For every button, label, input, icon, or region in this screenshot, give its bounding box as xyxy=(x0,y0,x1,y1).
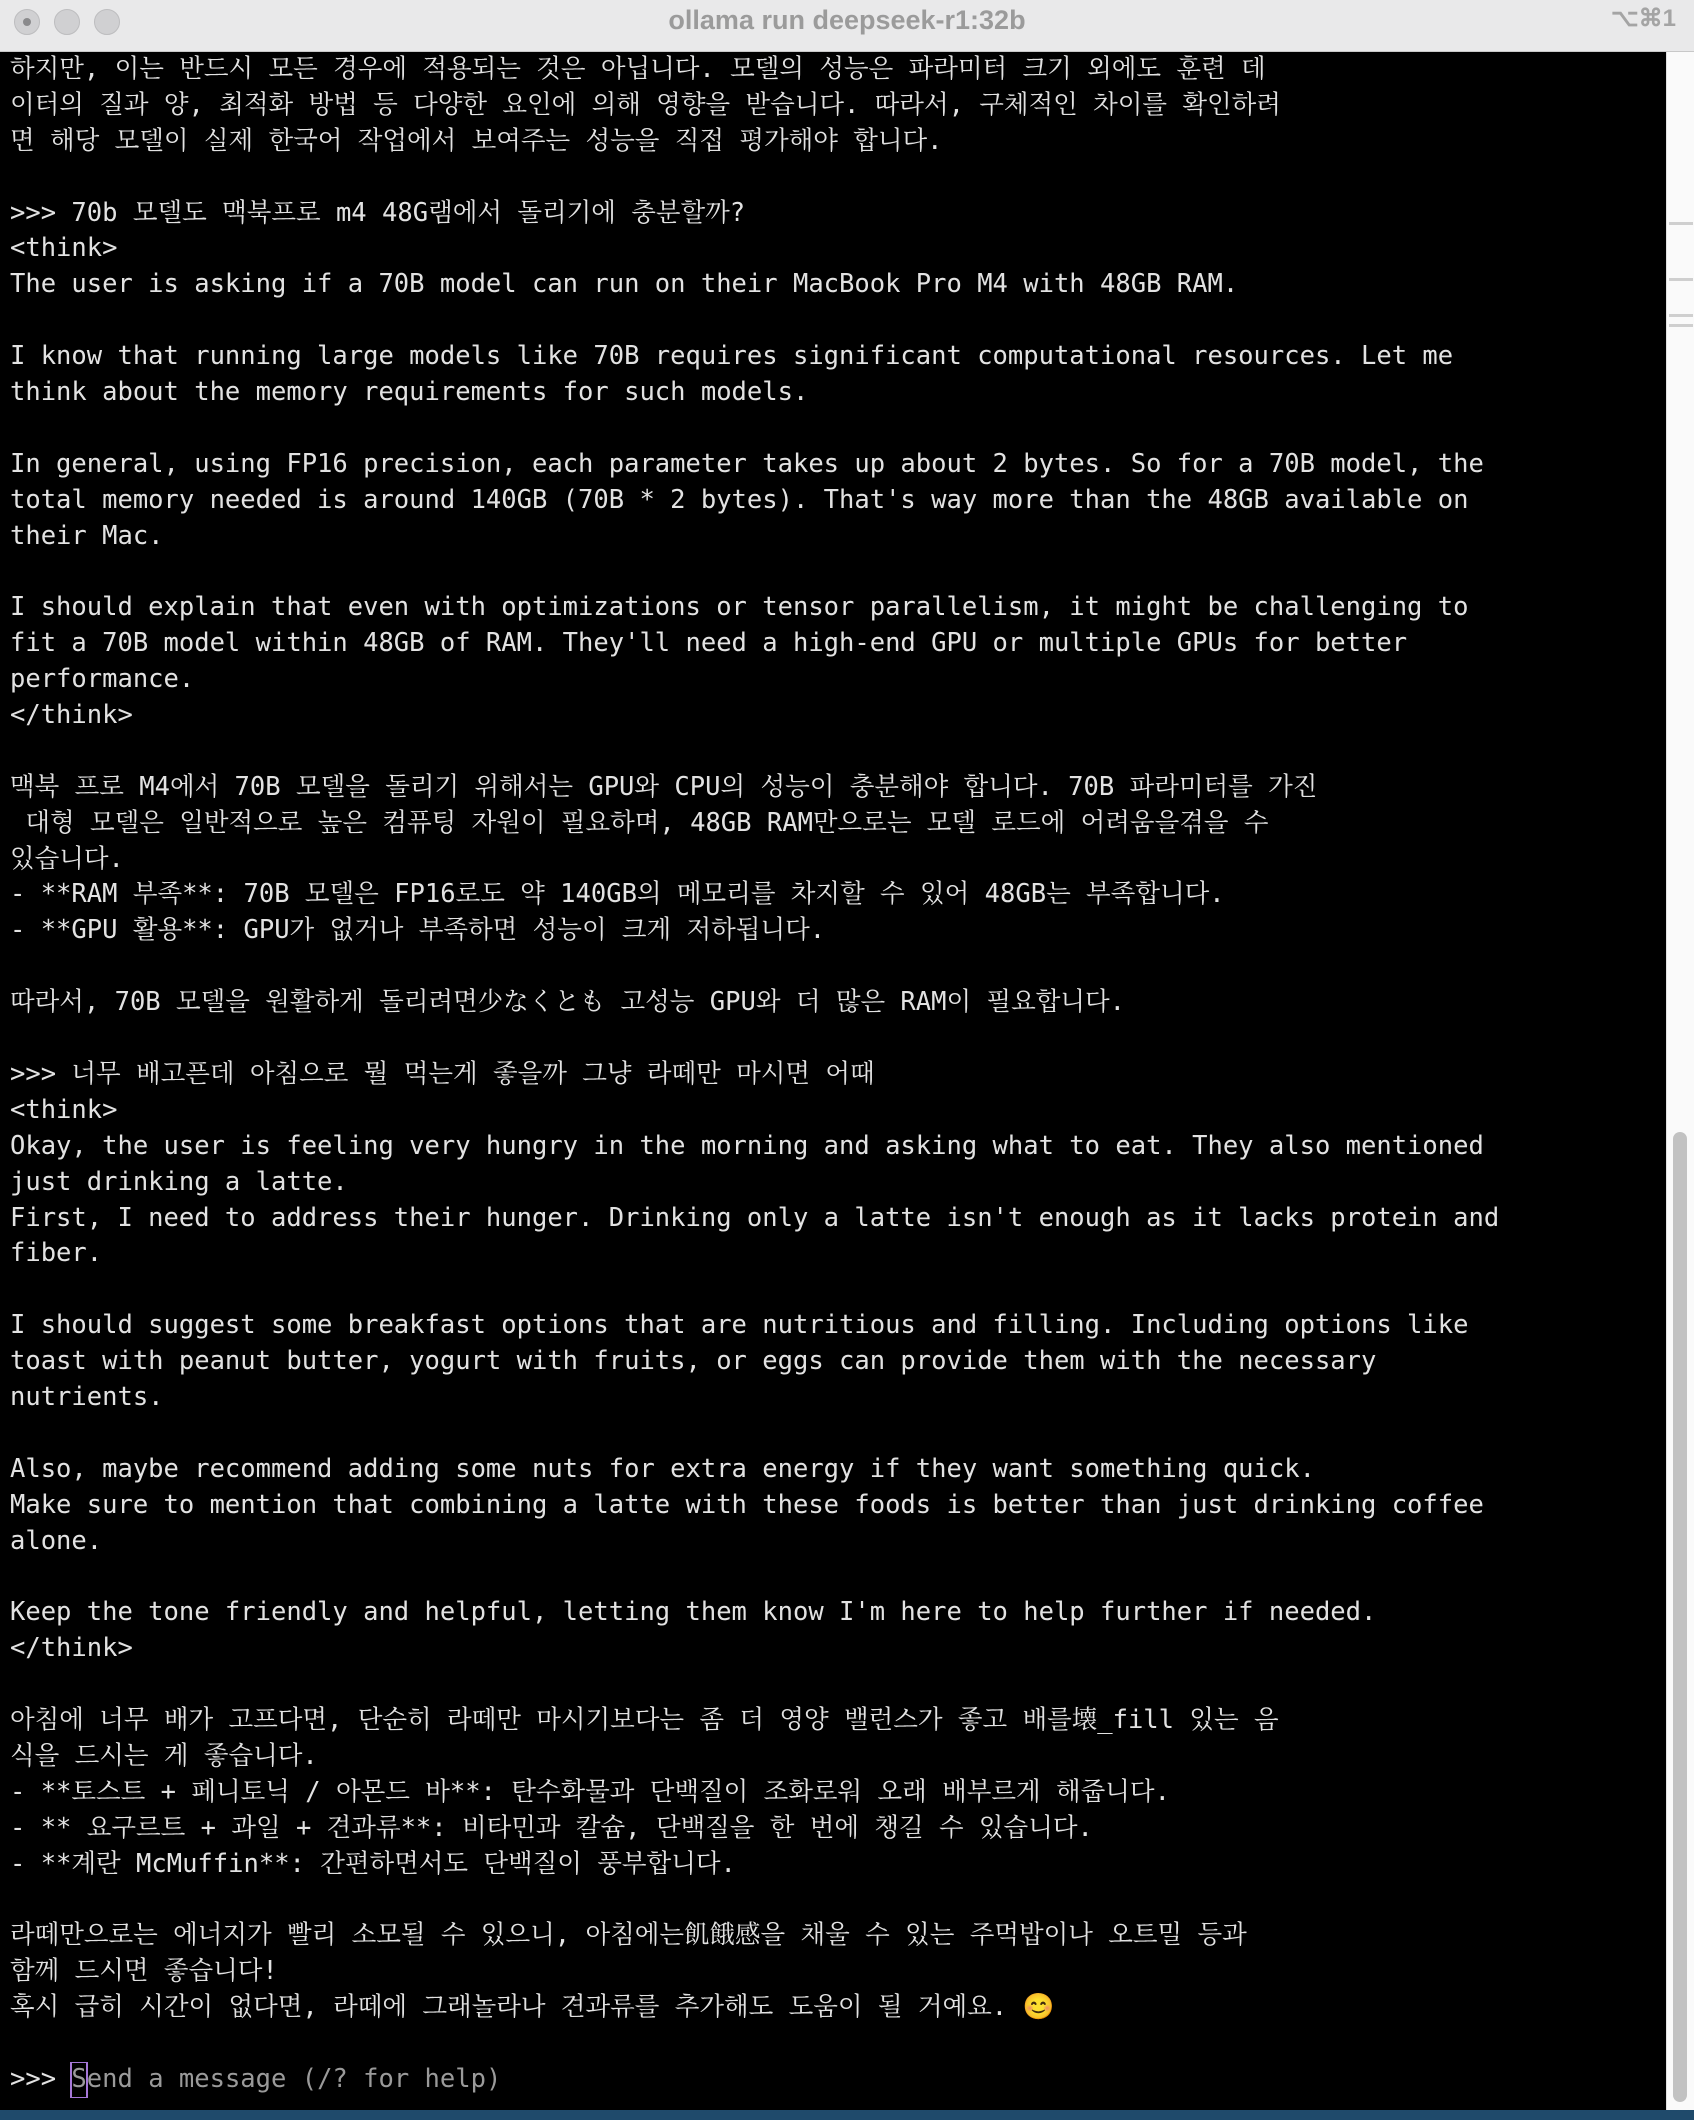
title-bar[interactable] xyxy=(0,0,1694,52)
terminal-line: </think> xyxy=(10,700,133,731)
terminal-line: - **토스트 + 페니토닉 / 아몬드 바**: 탄수화물과 단백질이 조화로워 오래 배부르게 해줍니다. xyxy=(10,1776,1170,1807)
terminal-line: - **RAM 부족**: 70B 모델은 FP16로도 약 140GB의 메모리를 차지할 수 있어 48GB는 부족합니다. xyxy=(10,879,1225,910)
scroll-marker xyxy=(1669,324,1693,327)
text-cursor: S xyxy=(71,2062,86,2098)
terminal-line: fiber. xyxy=(10,1238,103,1269)
terminal-output[interactable] xyxy=(0,52,1666,2120)
scrollbar-thumb[interactable] xyxy=(1673,1132,1687,2102)
terminal-line: their Mac. xyxy=(10,520,164,551)
scroll-marker xyxy=(1669,222,1693,225)
terminal-line xyxy=(10,1416,1666,1452)
prompt-marker: >>> xyxy=(10,2063,72,2094)
terminal-line xyxy=(10,1882,1666,1918)
terminal-line xyxy=(10,554,1666,590)
terminal-line: 하지만, 이는 반드시 모든 경우에 적용되는 것은 아닙니다. 모델의 성능은 파라미터 크기 외에도 훈련 데 xyxy=(10,54,1266,84)
terminal-line: 라떼만으로는 에너지가 빨리 소모될 수 있으니, 아침에는飢餓感을 채울 수 있는 주먹밥이나 오트밀 등과 xyxy=(10,1920,1247,1951)
terminal-line: 아침에 너무 배가 고프다면, 단순히 라떼만 마시기보다는 좀 더 영양 밸런스가 좋고 배를壊_fill 있는 음 xyxy=(10,1704,1279,1735)
desktop-background-strip xyxy=(0,2110,1694,2120)
terminal-line: <think> xyxy=(10,233,118,264)
input-line[interactable] xyxy=(10,2062,1666,2098)
terminal-line xyxy=(10,1272,1666,1308)
terminal-line: 함께 드시면 좋습니다! xyxy=(10,1956,278,1987)
terminal-line xyxy=(10,1559,1666,1595)
terminal-line xyxy=(10,2026,1666,2062)
terminal-line: just drinking a latte. xyxy=(10,1166,348,1197)
terminal-line: 대형 모델은 일반적으로 높은 컴퓨팅 자원이 필요하며, 48GB RAM만으로는 모델 로드에 어려움을겪을 수 xyxy=(10,807,1269,838)
terminal-line: Make sure to mention that combining a latte with these foods is better than just drinking coffee xyxy=(10,1489,1484,1520)
terminal-line: 혹시 급히 시간이 없다면, 라떼에 그래놀라나 견과류를 추가해도 도움이 될 거예요. 😊 xyxy=(10,1992,1055,2023)
terminal-line xyxy=(10,949,1666,985)
terminal-line: 따라서, 70B 모델을 원활하게 돌리려면少なくとも 고성능 GPU와 더 많은 RAM이 필요합니다. xyxy=(10,987,1125,1018)
terminal-line: 있습니다. xyxy=(10,843,124,874)
terminal-line: Also, maybe recommend adding some nuts for extra energy if they want something quick. xyxy=(10,1453,1315,1484)
terminal-line: toast with peanut butter, yogurt with fruits, or eggs can provide them with the necessary xyxy=(10,1346,1377,1377)
terminal-line: 맥북 프로 M4에서 70B 모델을 돌리기 위해서는 GPU와 CPU의 성능이 충분해야 합니다. 70B 파라미터를 가진 xyxy=(10,771,1318,802)
terminal-line: fit a 70B model within 48GB of RAM. They'll need a high-end GPU or multiple GPUs for better xyxy=(10,628,1408,659)
vertical-scrollbar[interactable] xyxy=(1666,52,1694,2120)
message-input-placeholder[interactable]: end a message (/? for help) xyxy=(86,2063,502,2094)
terminal-line: I should suggest some breakfast options that are nutritious and filling. Including options like xyxy=(10,1310,1469,1341)
terminal-line: 이터의 질과 양, 최적화 방법 등 다양한 요인에 의해 영향을 받습니다. 따라서, 구체적인 차이를 확인하려 xyxy=(10,89,1281,120)
terminal-line: think about the memory requirements for such models. xyxy=(10,377,809,408)
terminal-line: alone. xyxy=(10,1525,103,1556)
terminal-line xyxy=(10,411,1666,447)
terminal-line: nutrients. xyxy=(10,1381,164,1412)
terminal-line xyxy=(10,1667,1666,1703)
window-title: ollama run deepseek-r1:32b xyxy=(668,5,1026,35)
terminal-line: >>> 70b 모델도 맥북프로 m4 48G램에서 돌리기에 충분할까? xyxy=(10,197,746,228)
terminal-line: Keep the tone friendly and helpful, letting them know I'm here to help further if needed. xyxy=(10,1597,1377,1628)
terminal-line: The user is asking if a 70B model can run on their MacBook Pro M4 with 48GB RAM. xyxy=(10,269,1239,300)
terminal-line xyxy=(10,1021,1666,1057)
terminal-line: >>> 너무 배고픈데 아침으로 뭘 먹는게 좋을까 그냥 라떼만 마시면 어때 xyxy=(10,1058,875,1089)
terminal-line: In general, using FP16 precision, each parameter takes up about 2 bytes. So for a 70B model, the xyxy=(10,448,1484,479)
terminal-line xyxy=(10,303,1666,339)
terminal-line: <think> xyxy=(10,1094,118,1125)
terminal-line: - **GPU 활용**: GPU가 없거나 부족하면 성능이 크게 저하됩니다. xyxy=(10,915,826,946)
terminal-line: First, I need to address their hunger. Drinking only a latte isn't enough as it lacks protein and xyxy=(10,1202,1500,1233)
terminal-line: total memory needed is around 140GB (70B * 2 bytes). That's way more than the 48GB available on xyxy=(10,484,1469,515)
terminal-line: 식을 드시는 게 좋습니다. xyxy=(10,1740,318,1771)
terminal-line: - ** 요구르트 + 과일 + 견과류**: 비타민과 칼슘, 단백질을 한 번에 챙길 수 있습니다. xyxy=(10,1812,1093,1843)
scroll-marker xyxy=(1669,278,1693,281)
terminal-line: - **계란 McMuffin**: 간편하면서도 단백질이 풍부합니다. xyxy=(10,1848,736,1879)
terminal-line: I know that running large models like 70B requires significant computational resources. Let me xyxy=(10,341,1454,372)
terminal-line: performance. xyxy=(10,664,195,695)
window-shortcut: ⌥⌘1 xyxy=(1610,5,1676,32)
terminal-line: </think> xyxy=(10,1633,133,1664)
terminal-line xyxy=(10,160,1666,196)
scroll-marker xyxy=(1669,314,1693,317)
terminal-line: 면 해당 모델이 실제 한국어 작업에서 보여주는 성능을 직접 평가해야 합니다. xyxy=(10,125,943,156)
terminal-line: I should explain that even with optimizations or tensor parallelism, it might be challenging to xyxy=(10,592,1469,623)
terminal-line xyxy=(10,734,1666,770)
terminal-line: Okay, the user is feeling very hungry in the morning and asking what to eat. They also mentioned xyxy=(10,1130,1484,1161)
